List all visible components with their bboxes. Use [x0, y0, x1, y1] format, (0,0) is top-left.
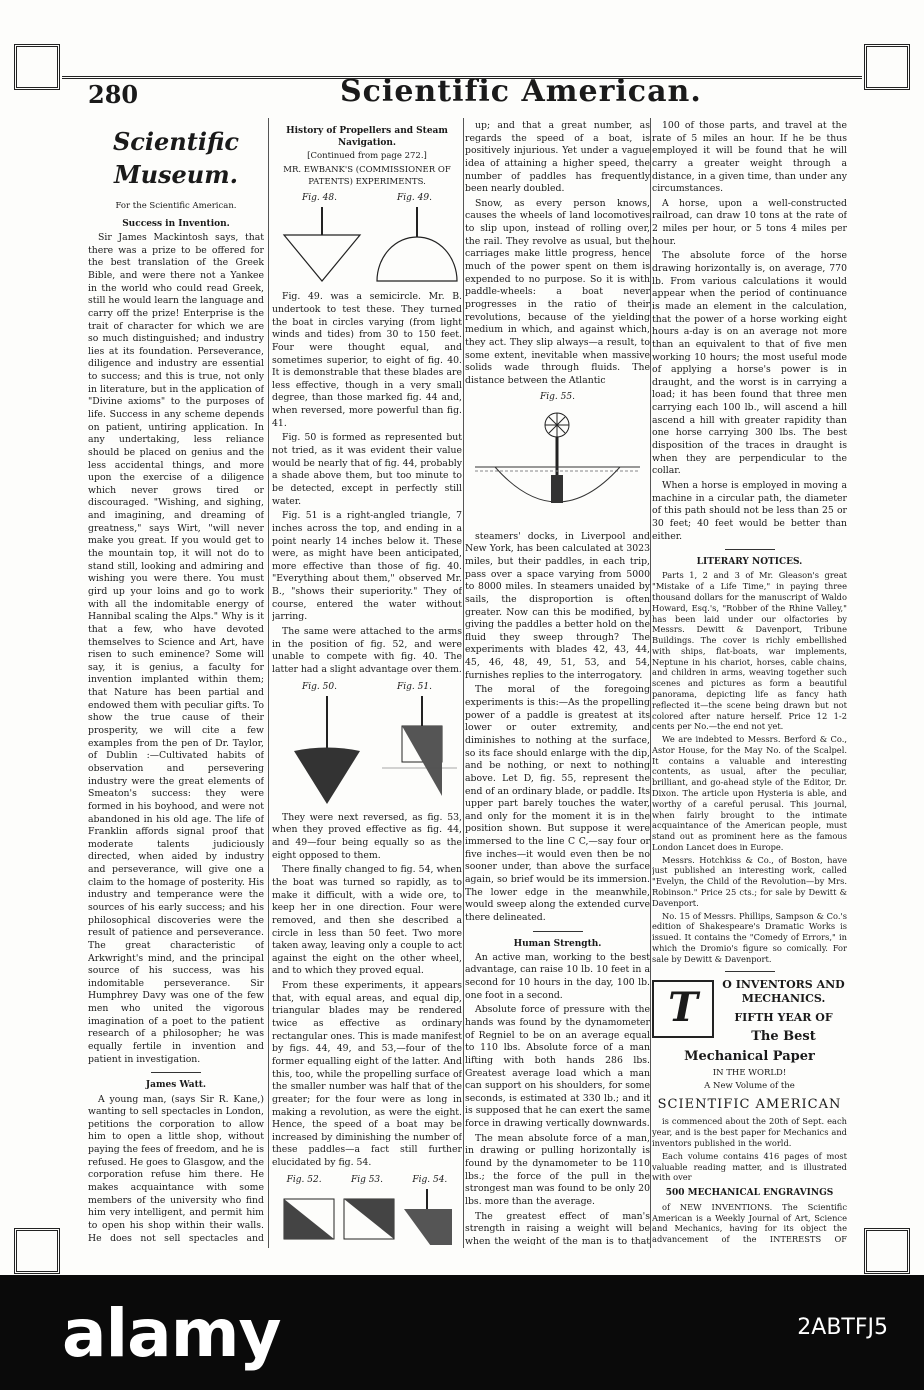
column-1: [88, 120, 264, 1245]
column-rule: [268, 118, 269, 1248]
article-paragraph: The greatest effect of man's strength in raising a weight will be when the weight of the man is to that: [465, 1210, 650, 1245]
figure-caption: Fig. 48.: [302, 193, 337, 204]
figure-caption: Fig. 51.: [397, 681, 432, 692]
article-title: Human Strength.: [513, 938, 602, 949]
column-2: [272, 120, 462, 1245]
ad-paragraph: of NEW INVENTIONS. The Scientific American is a Weekly Journal of Art, Science and Mechanics, having for its object the advancement of the INTERESTS OF: [652, 1201, 847, 1245]
masthead: Scientific American.: [340, 74, 702, 109]
ad-heading: O INVENTORS AND MECHANICS.: [722, 977, 845, 1006]
notice-paragraph: No. 15 of Messrs. Phillips, Sampson & Co.'s edition of Shakespeare's Dramatic Works is issued. It contains the "Comedy of Errors," in which the Dromio's figure so comically. For sale by Dewitt & Davenport.: [652, 910, 847, 964]
figure-55: [465, 407, 650, 525]
figure-caption: Fig. 52.: [286, 1174, 322, 1185]
figure-caption: Fig 53.: [350, 1174, 384, 1185]
image-code: 2ABTFJ5: [797, 1315, 888, 1340]
figure-caption: Fig. 55.: [540, 392, 575, 403]
column-3: [465, 120, 650, 1245]
ad-engravings: 500 MECHANICAL ENGRAVINGS: [665, 1188, 834, 1199]
notice-paragraph: We are indebted to Messrs. Berford & Co., Astor House, for the May No. of the Scalpel. It contains a valuable and interesting contents, as usual, after the peculiar, brilliant, and go-ahead style of the Editor, Dr. Dixon. The article upon Hysteria is able, and worthy of a careful perusal. This journal, when fairly brought to the intimate acquaintance of the American people, must stand out as prominent here as the famous London Lancet does in Europe.: [652, 734, 847, 852]
ad-paragraph: Each volume contains 416 pages of most valuable reading matter, and is illustrated with over: [652, 1150, 847, 1183]
article-paragraph: Fig. 50 is formed as represented but not tried, as it was evident their value would be nearly that of fig. 44, probably a shade above them, but too minute to be detected, except in perfectly still water.: [272, 432, 462, 507]
article-paragraph: Fig. 49. was a semicircle. Mr. B. undertook to test these. They turned the boat in circles varying (from light winds and tides) from 30 to 150 feet. Four were thought equal, and sometimes superior, to eight of fig. 40. It is demonstrable that these blades are less effective, though in a very small degree, than those marked fig. 44 and, when reversed, more powerful than fig. 41.: [272, 291, 462, 429]
figure-50-51: [272, 696, 462, 806]
divider: [533, 931, 583, 932]
figure-48-49: [272, 207, 462, 285]
figure-52-53-54: [272, 1189, 462, 1245]
section-title: Scientific Museum.: [112, 127, 240, 189]
article-paragraph: There finally changed to fig. 54, when the boat was turned so rapidly, as to make it difficult, with a wide ore, to keep her in one direction. Four were removed, and then she described a circle in less than 50 feet. Two more taken away, leaving only a couple to act against the eight on the other wheel, and to which they proved equal.: [272, 864, 462, 977]
divider: [151, 1072, 201, 1073]
ornament-top-left: [14, 44, 60, 90]
ad-best: The Best: [751, 1029, 816, 1045]
article-title: LITERARY NOTICES.: [696, 557, 803, 568]
article-paragraph: The mean absolute force of a man, in drawing or pulling horizontally is found by the dynamometer to be 110 lbs.; the force of the pull in the strongest man was found to be only 20 lbs. more than the average.: [465, 1132, 650, 1207]
article-paragraph: steamers' docks, in Liverpool and New York, has been calculated at 3023 miles, but their paddles, in each trip, pass over a space varying from 5000 to 8000 miles. In steamers unaided by sails, the disproportion is often greater. Now can this be modified, by giving the paddles a better hold on the fluid they sweep through? The experiments with blades 42, 43, 44, 45, 46, 48, 49, 51, 53, and 54, furnishes replies to the interrogatory.: [465, 530, 650, 681]
figure-caption: Fig. 50.: [302, 681, 337, 692]
watermark-logo: alamy: [62, 1295, 281, 1372]
advertisement: [652, 978, 847, 1246]
header-rule: [62, 76, 862, 79]
notice-paragraph: Messrs. Hotchkiss & Co., of Boston, have just published an interesting work, called "Evelyn, the Child of the Revolution—by Mrs. Robinson." Price 25 cts.; for sale by Dewitt & Davenport.: [652, 854, 847, 908]
article-paragraph: An active man, working to the best advantage, can raise 10 lb. 10 feet in a second for 10 hours in the day, 100 lb. one foot in a second.: [465, 951, 650, 1001]
source-line: For the Scientific American.: [115, 201, 237, 212]
article-paragraph: 100 of those parts, and travel at the rate of 5 miles an hour. If he be thus employed it will be found that he will carry a greater weight through a distance, in a given time, than under any circumstances.: [652, 120, 847, 195]
ornament-bottom-left: [14, 1228, 60, 1274]
divider: [725, 971, 775, 972]
ornament-bottom-right: [864, 1228, 910, 1274]
article-paragraph: Snow, as every person knows, causes the wheels of land locomotives to slip upon, instead of rolling over, the rail. They revolve as usual, but the carriages make little progress, hence much of the power spent on them is expended to no purpose. So it is with paddle-wheels: a boat never progresses in the ratio of their revolutions, because of the yielding medium in which, and against which, they act. They slip always—a result, to some extent, inevitable when massive solids wade through fluids. The distance between the Atlantic: [465, 197, 650, 386]
ad-year: FIFTH YEAR OF: [734, 1011, 833, 1025]
figure-captions: [272, 681, 462, 693]
article-paragraph: Sir James Mackintosh says, that there was a prize to be offered for the best translation of the Greek Bible, and were there not a Yankee in the world who could read Greek, still he would learn the language and carry off the prize! Enterprise is the trait of character for which we are so much distinguished; and industry lies at its foundation. Perseverance, diligence and industry are essential to success; and this is true, not only in literature, but in the application of "Divine axioms" to the purposes of life. Success in any scheme depends on patient, untiring application. In any undertaking, less reliance should be placed on genius and the less accidental things, and more upon the exercise of a diligence which never grows tired or discouraged. "Wishing, and sighing, and imagining, and dreaming of greatness," says Wirt, "will never make you great. If you would get to the mountain top, it will not do to stand still, looking and admiring and wishing you were there. You must gird up your loins and go to work with all the indomitable energy of Hannibal scaling the Alps." Why is it that a few, who have devoted themselves to Science and Art, have risen to such eminence? Some will say, it is genius, a faculty for invention implanted within them; that Nature has been partial and endowed them with peculiar gifts. To show the true cause of their prosperity, we will cite a few examples from the pen of Dr. Taylor, of Dublin :—Cultivated habits of observation and persevering industry were the great elements of Smeaton's success: they were formed in his boyhood, and were not abandoned in his old age. The life of Franklin affords signal proof that moderate talents judiciously directed, when aided by industry and perseverance, will give one a claim to the homage of posterity. His industry and temperance were the sources of his early success; and his philosophical discoveries were the result of patience and perseverance. The great characteristic of Arkwright's mind, and the principal source of his success, was his indomitable perseverance. Sir Humphrey Davy was one of the few men who united the vigorous imagination of a poet to the patient research of a philosopher; he was equally fertile in invention and patient in investigation.: [88, 232, 264, 1065]
figure-captions: [272, 1174, 462, 1186]
article-paragraph: The absolute force of the horse drawing horizontally is, on average, 770 lb. From various calculations it would appear when the period of continuance is made an element in the calculation, that the power of a horse working eight hours a-day is on an average not more than an equivalent to that of five men working 10 hours; the most useful mode of applying a horse's power is in draught, and the worst is in carrying a load; it has been found that three men carrying each 100 lb., will ascend a hill ascend a hill with greater rapidity than one horse carrying 300 lbs. The best disposition of the traces in draught is when they are perpendicular to the collar.: [652, 250, 847, 477]
article-paragraph: up; and that a great number, as regards the speed of a boat, is positively injurious. Yet under a vague idea of attaining a higher speed, the number of paddles has frequently been nearly doubled.: [465, 120, 650, 195]
continued-note: [Continued from page 272.]: [307, 151, 427, 162]
ornamental-initial: T: [652, 980, 714, 1038]
article-paragraph: A horse, upon a well-constructed railroad, can draw 10 tons at the rate of 2 miles per hour, or 5 tons 4 miles per hour.: [652, 197, 847, 247]
column-4: [652, 120, 847, 1245]
ad-title-sciam: SCIENTIFIC AMERICAN: [657, 1096, 842, 1112]
ad-world: IN THE WORLD!: [712, 1067, 787, 1078]
figure-caption: Fig. 49.: [397, 193, 432, 204]
article-paragraph: When a horse is employed in moving a machine in a circular path, the diameter of this path should not be less than 25 or 30 feet; 40 feet would be better than either.: [652, 479, 847, 542]
article-paragraph: The moral of the foregoing experiments is this:—As the propelling power of a paddle is greatest at its lower or outer extremity, and diminishes to nothing at the surface, so its face should enlarge with the dip, and be nothing, or next to nothing above. Let D, fig. 55, represent the end of an ordinary blade, or paddle. Its upper part barely touches the water, and only for the moment it is in the position shown. But suppose it were immersed to the line C C,—say four or five inches—it would even then be no sooner under, than above the surface again, so brief would be its immersion. The lower edge in the meanwhile, would sweep along the extended curve there delineated.: [465, 684, 650, 923]
article-paragraph: From these experiments, it appears that, with equal areas, and equal dip, triangular blades may be rendered twice as effective as ordinary rectangular ones. This is made manifest by figs. 44, 49, and 53,—four of the former equalling eight of the latter. And this, too, while the propelling surface of the smaller number was half that of the greater; for the four were as long in making a revolution, as were the eight. Hence, the speed of a boat may be increased by diminishing the number of these paddles—a fact still further elucidated by fig. 54.: [272, 980, 462, 1169]
byline: MR. EWBANK'S (COMMISSIONER OF PATENTS) EXPERIMENTS.: [283, 165, 451, 187]
article-title: History of Propellers and Steam Navigation.: [286, 126, 448, 149]
ad-paper: Mechanical Paper: [684, 1049, 815, 1065]
ad-new-volume: A New Volume of the: [704, 1081, 795, 1092]
page-number: 280: [88, 80, 139, 109]
article-paragraph: A young man, (says Sir R. Kane,) wanting to sell spectacles in London, petitions the corporation to allow him to open a little shop, without paying the fees of freedom, and he is refused. He goes to Glasgow, and the corporation refuse him there. He makes acquaintance with some members of the university who find him very intelligent, and permit him to open his shop within their walls. He does not sell spectacles and: [88, 1093, 264, 1244]
watermark-band: [0, 1275, 924, 1390]
article-title: James Watt.: [145, 1080, 207, 1091]
notice-paragraph: Parts 1, 2 and 3 of Mr. Gleason's great "Mistake of a Life Time," in paying three thousand dollars for the manuscript of Waldo Howard, Esq.'s, "Robber of the Rhine Valley," has been laid under our olfactories by Messrs. Dewitt & Davenport, Tribune Buildings. The cover is richly embellished with ships, flat-boats, war implements, Neptune in his chariot, horses, cable chains, and children in arms, weaving together such scenes and pictures as form a beautiful panorama, depicting life as fancy hath reflected it—the scene being drawn but not colored after nature herself. Price 12 1-2 cents per No.—the end not yet.: [652, 570, 847, 732]
article-paragraph: Absolute force of pressure with the hands was found by the dynamometer of Regniel to be on an average equal to 110 lbs. Absolute force of a man lifting with both hands 286 lbs. Greatest average load which a man can support on his shoulders, for some seconds, is estimated at 330 lb.; and it is supposed that he can exert the same force in drawing vertically downwards.: [465, 1004, 650, 1130]
article-paragraph: Fig. 51 is a right-angled triangle, 7 inches across the top, and ending in a point nearly 14 inches below it. These were, as might have been anticipated, more effective than those of fig. 40. "Everything about them," observed Mr. B., "shows their superiority." They of course, entered the water without jarring.: [272, 510, 462, 623]
divider: [725, 549, 775, 550]
article-title: Success in Invention.: [122, 218, 230, 229]
column-rule: [463, 118, 464, 1248]
figure-captions: [272, 192, 462, 204]
ad-paragraph: is commenced about the 20th of Sept. each year, and is the best paper for Mechanics and inventors published in the world.: [652, 1116, 847, 1149]
article-paragraph: The same were attached to the arms in the position of fig. 52, and were unable to compete with fig. 40. The latter had a slight advantage over them.: [272, 626, 462, 675]
column-rule: [650, 118, 651, 1248]
figure-captions: [465, 391, 650, 403]
figure-caption: Fig. 54.: [412, 1174, 448, 1185]
ornament-top-right: [864, 44, 910, 90]
article-paragraph: They were next reversed, as fig. 53, when they proved effective as fig. 44, and 49—four being equally so as the eight opposed to them.: [272, 811, 462, 861]
